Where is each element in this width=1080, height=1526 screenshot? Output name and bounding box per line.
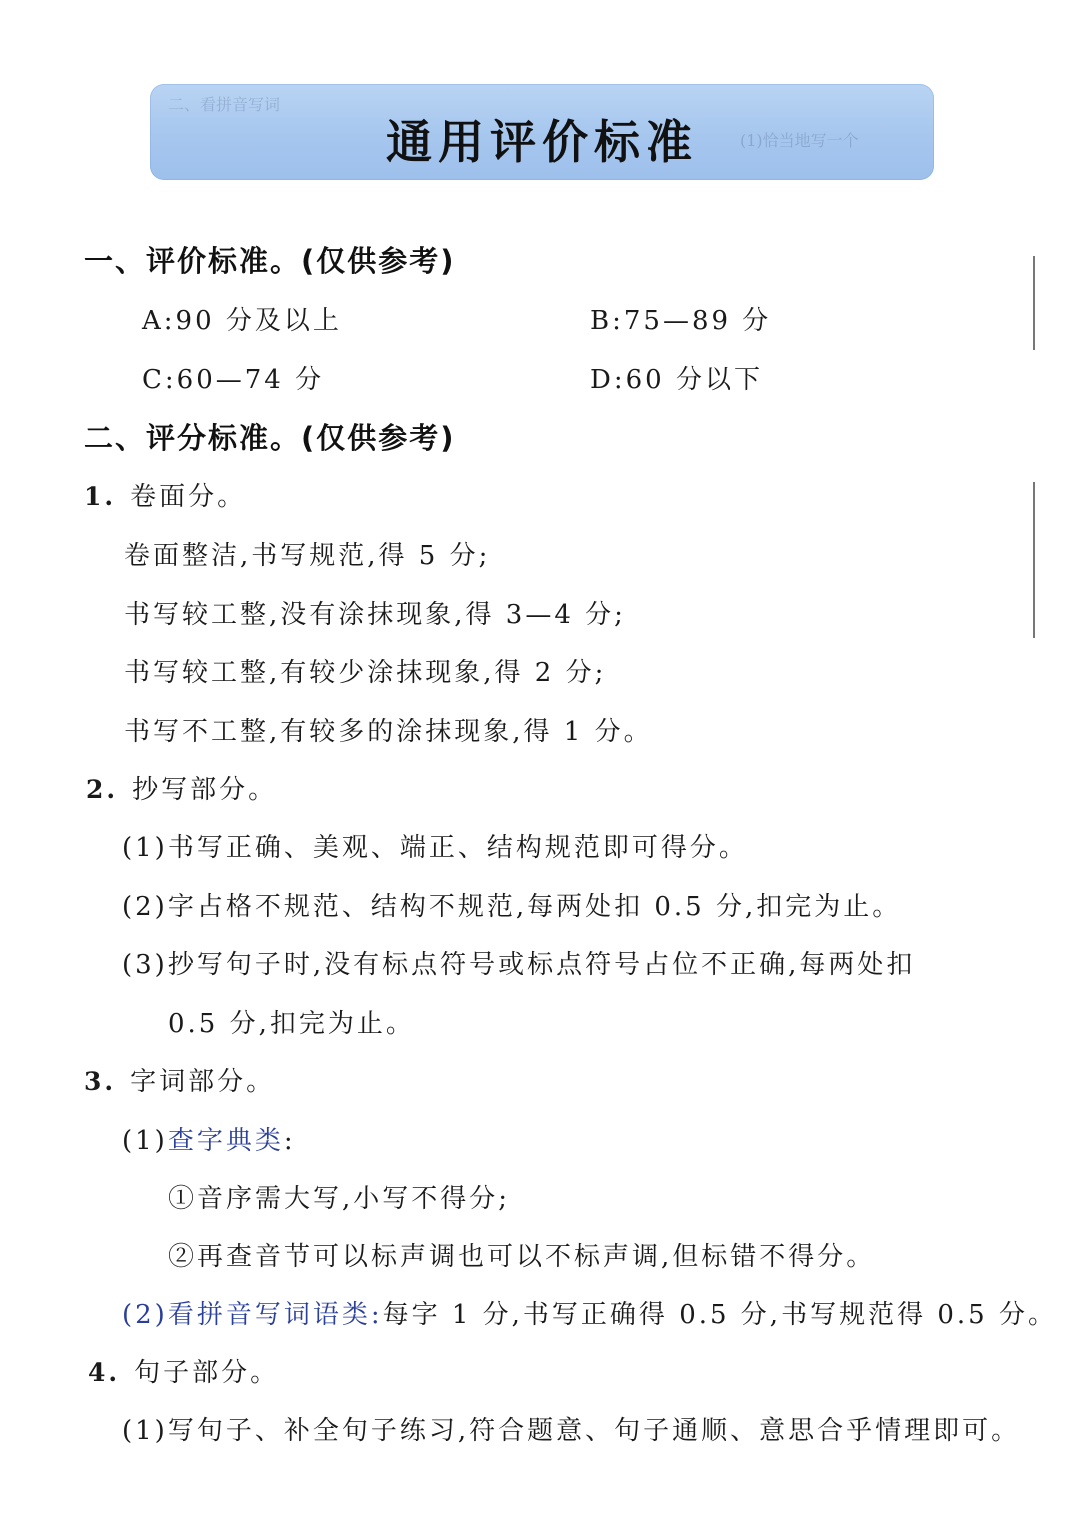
- page-edge-mark: [1033, 256, 1035, 350]
- item4-title-text: 句子部分。: [134, 1358, 280, 1388]
- item2-line: (1)书写正确、美观、端正、结构规范即可得分。: [122, 833, 748, 863]
- item1-line: 书写较工整,没有涂抹现象,得 3—4 分;: [124, 600, 626, 630]
- title-banner: [150, 84, 934, 180]
- item4-number: 4.: [88, 1358, 121, 1387]
- section1-heading: 一、评价标准。(仅供参考): [84, 244, 456, 278]
- item3-sub1-colon: :: [283, 1126, 296, 1156]
- item2-title: [86, 773, 277, 807]
- item1-line: 书写不工整,有较多的涂抹现象,得 1 分。: [124, 717, 653, 747]
- item3-sub2-text: 每字 1 分,书写正确得 0.5 分,书写规范得 0.5 分。: [382, 1300, 1057, 1330]
- item2-line: (2)字占格不规范、结构不规范,每两处扣 0.5 分,扣完为止。: [122, 892, 902, 922]
- item3-sub1-label: 查字典类: [167, 1126, 284, 1156]
- item3-number: 3.: [84, 1067, 117, 1096]
- banner-ghost-text: (1)恰当地写一个: [740, 131, 859, 150]
- item3-sub2: [122, 1298, 1057, 1332]
- item3-title-text: 字词部分。: [130, 1067, 276, 1097]
- item1-title-text: 卷面分。: [130, 482, 247, 512]
- page-edge-mark: [1033, 482, 1035, 638]
- item2-number: 2.: [86, 775, 119, 804]
- item1-title: [84, 480, 246, 514]
- item1-number: 1.: [84, 482, 117, 511]
- item3-sub1: [122, 1124, 296, 1158]
- item3-sub1-prefix: (1): [122, 1126, 168, 1156]
- item3-sub1-line: ②再查音节可以标声调也可以不标声调,但标错不得分。: [168, 1242, 876, 1272]
- page-title: 通用评价标准: [386, 115, 698, 169]
- grade-b: B:75—89 分: [590, 306, 772, 336]
- grade-a: A:90 分及以上: [142, 306, 342, 336]
- section2-heading: 二、评分标准。(仅供参考): [84, 421, 456, 455]
- item4-line: (1)写句子、补全句子练习,符合题意、句子通顺、意思合乎情理即可。: [122, 1416, 1021, 1446]
- item1-line: 书写较工整,有较少涂抹现象,得 2 分;: [124, 658, 607, 688]
- item3-title: [84, 1065, 275, 1099]
- item3-sub1-line: ①音序需大写,小写不得分;: [168, 1184, 511, 1214]
- banner-ghost-text: 二、看拼音写词: [168, 95, 281, 114]
- grade-d: D:60 分以下: [590, 365, 763, 395]
- item2-title-text: 抄写部分。: [132, 775, 278, 805]
- grade-c: C:60—74 分: [142, 365, 325, 395]
- item4-title: [88, 1356, 279, 1390]
- item2-line: (3)抄写句子时,没有标点符号或标点符号占位不正确,每两处扣: [122, 950, 916, 980]
- item3-sub2-label: (2)看拼音写词语类:: [122, 1300, 383, 1330]
- item2-line: 0.5 分,扣完为止。: [168, 1009, 415, 1039]
- item1-line: 卷面整洁,书写规范,得 5 分;: [124, 541, 491, 571]
